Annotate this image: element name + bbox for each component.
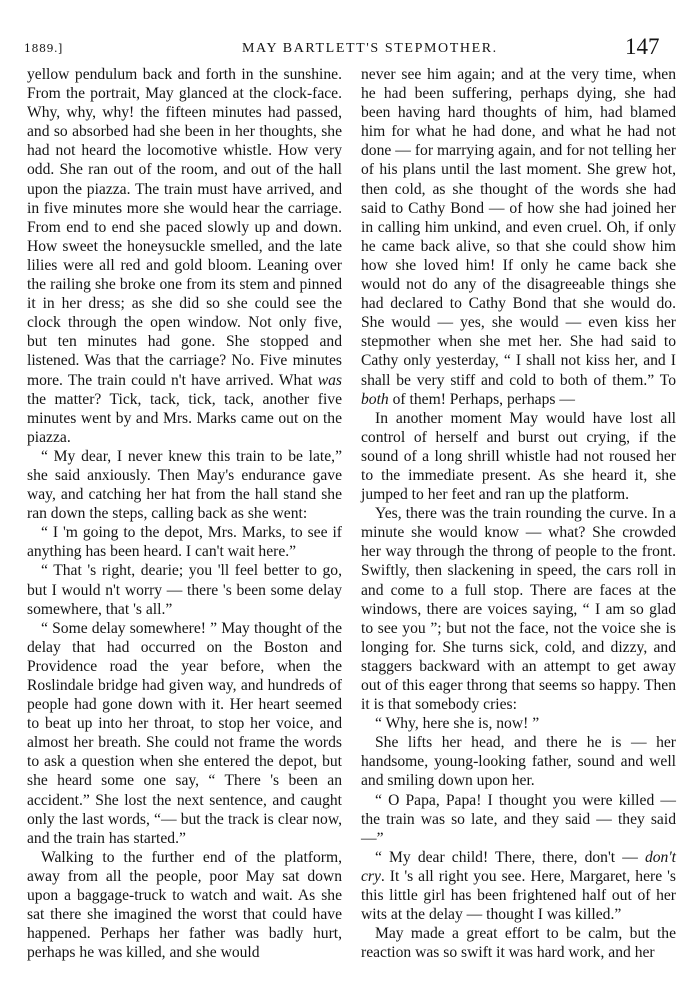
paragraph-text: May made a great effort to be calm, but the reaction was so swift it was hard work, and her <box>361 925 676 962</box>
paragraph <box>361 848 676 924</box>
paragraph <box>361 733 676 790</box>
italic-text: don't cry <box>361 848 676 885</box>
paragraph <box>361 409 676 504</box>
paragraph-text: “ I 'm going to the depot, Mrs. Marks, to see if anything has been heard. I can't wait here.” <box>27 524 342 561</box>
paragraph <box>27 619 342 848</box>
paragraph <box>27 561 342 618</box>
paragraph-text: the matter? Tick, tack, tick, tack, another five minutes went by and Mrs. Marks came out on the piazza. <box>27 390 342 446</box>
header-date: 1889.] <box>24 42 63 55</box>
paragraph-text: “ My dear child! There, there, don't — <box>375 848 645 866</box>
paragraph-text: Walking to the further end of the platform, away from all the people, poor May sat down upon a baggage-truck to watch and wait. As she sat there she imagined the worst that could have happened. Perhaps her father was badly hurt, perhaps he was killed, and she would <box>27 848 342 962</box>
paragraph-text: . It 's all right you see. Here, Margaret, here 's this little girl has been frightened half out of her wits at the delay — thought I was killed.” <box>361 867 676 924</box>
paragraph-text: “ O Papa, Papa! I thought you were killed — the train was so late, and they said — they said —” <box>361 791 676 847</box>
right-column <box>361 65 676 962</box>
paragraph <box>27 447 342 523</box>
italic-text: was <box>317 371 342 389</box>
page-number: 147 <box>625 34 660 59</box>
paragraph-text: She lifts her head, and there he is — her handsome, young-looking father, sound and well and smiling down upon her. <box>361 734 676 790</box>
paragraph-text: “ Some delay somewhere! ” May thought of the delay that had occurred on the Boston and Providence road the year before, when the Roslindale bridge had given way, and hundreds of people had gone down with it. Her heart seemed to beat up into her throat, to stop her voice, and almost her breath. She could not frame the words to ask a question when she entered the depot, but she heard some one say, “ There 's been an accident.” She lost the next sentence, and caught only the last words, “— but the track is clear now, and the train has started.” <box>27 619 342 847</box>
paragraph-text: of them! Perhaps, perhaps — <box>388 390 575 408</box>
paragraph-text: “ That 's right, dearie; you 'll feel better to go, but I would n't worry — there 's been some delay somewhere, that 's all.” <box>27 562 342 618</box>
paragraph <box>361 65 676 409</box>
paragraph <box>361 504 676 714</box>
running-header <box>0 0 696 60</box>
paragraph <box>361 714 676 733</box>
left-column <box>27 65 342 962</box>
paragraph-text: “ My dear, I never knew this train to be late,” she said anxiously. Then May's endurance gave way, and catching her hat from the hall stand she ran down the steps, calling back as she went: <box>27 447 342 523</box>
paragraph <box>27 848 342 963</box>
paragraph <box>27 65 342 447</box>
paragraph <box>361 924 676 962</box>
paragraph-text: yellow pendulum back and forth in the sunshine. From the portrait, May glanced at the clock-face. Why, why, why! the fifteen minutes had passed, and so absorbed had she been in her thoughts, she had not heard the locomotive whistle. How very odd. She ran out of the room, and out of the hall upon the piazza. The train must have arrived, and in five minutes more she would hear the carriage. From end to end she paced slowly up and down. How sweet the honeysuckle smelled, and the late lilies were all red and gold bloom. Leaning over the railing she broke one from its stem and pinned it in her dress; as she did so she could see the clock through the open window. Not only five, but ten minutes had gone. She stopped and listened. Was that the carriage? No. Five minutes more. The train could n't have arrived. What <box>27 66 342 389</box>
paragraph <box>361 791 676 848</box>
paragraph-text: never see him again; and at the very time, when he had been suffering, perhaps dying, she had been having hard thoughts of him, had blamed him for what he had done, and what he had not done — for marrying again, and for not telling her of his plans until the last moment. She grew hot, then cold, as she thought of the words she had said to Cathy Bond — of how she had joined her in calling him unkind, and even cruel. Oh, if only he came back alive, so that she could show him how she loved him! If only he came back she would not do any of the disagreeable things she had declared to Cathy Bond that she would do. She would — yes, she would — even kiss her stepmother when she met her. She had said to Cathy only yesterday, “ I shall not kiss her, and I shall be very stiff and cold to both of them.” To <box>361 66 676 389</box>
paragraph-text: Yes, there was the train rounding the curve. In a minute she would know — what? She crowded her way through the throng of people to the front. Swiftly, then slackening in speed, the cars roll in and come to a full stop. There are faces at the windows, there are voices saying, “ I am so glad to see you ”; but not the face, not the voice she is longing for. She turns sick, cold, and dizzy, and staggers backward with an attempt to get away out of this eager throng that seems so happy. Then it is that somebody cries: <box>361 505 676 714</box>
italic-text: both <box>361 390 389 408</box>
paragraph <box>27 523 342 561</box>
paragraph-text: In another moment May would have lost all control of herself and burst out crying, if the sound of a long shrill whistle had not roused her to the immediate present. As she heard it, she jumped to her feet and ran up the platform. <box>361 409 676 504</box>
header-title: MAY BARTLETT'S STEPMOTHER. <box>242 41 498 56</box>
paragraph-text: “ Why, here she is, now! ” <box>375 715 540 733</box>
